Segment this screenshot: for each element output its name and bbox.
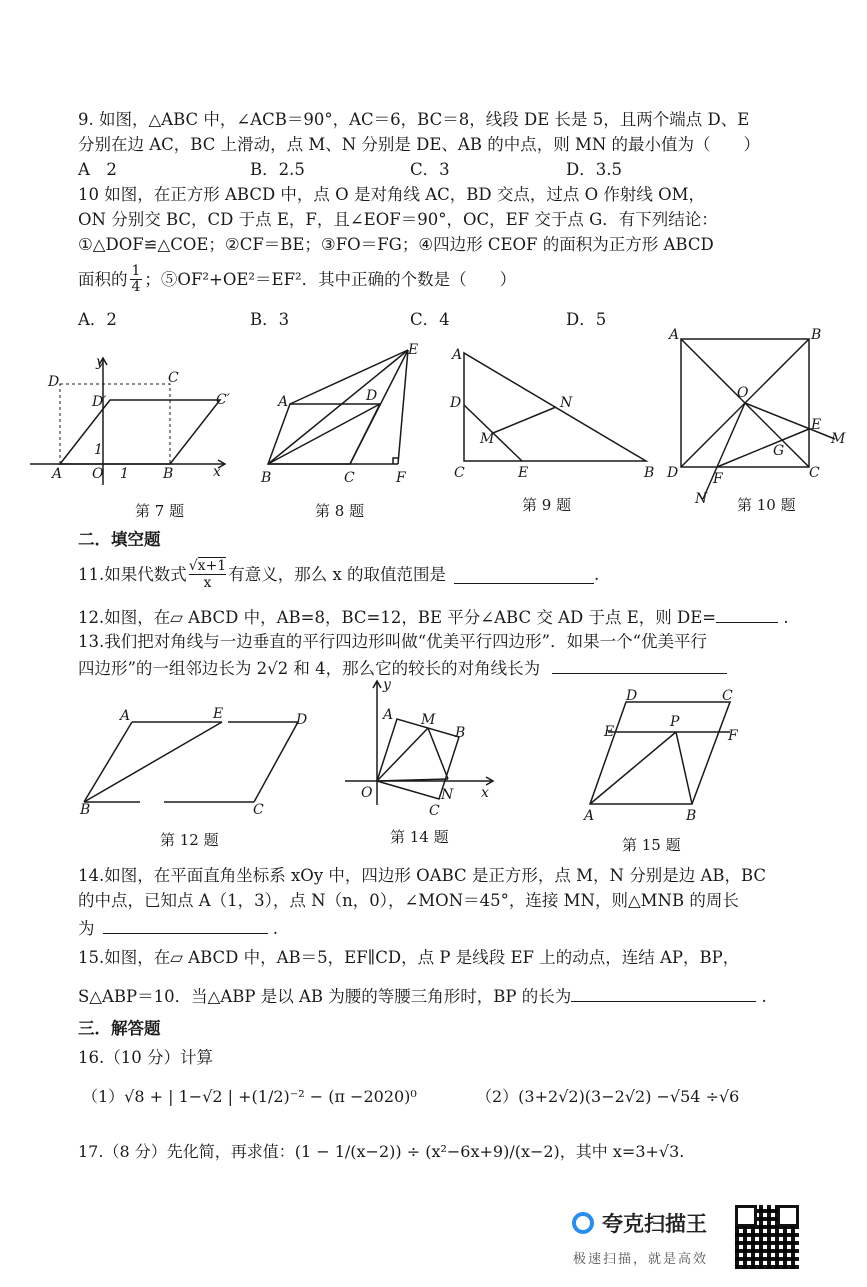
q12	[78, 604, 789, 630]
q11-prefix: 11.如果代数式	[78, 564, 187, 584]
svg-text:A: A	[669, 327, 680, 343]
q9-line2: 分别在边 AC，BC 上滑动，点 M、N 分别是 DE、AB 的中点，则 MN 的最小值为（ ）	[78, 135, 761, 154]
svg-text:C: C	[168, 370, 179, 386]
svg-text:D: D	[48, 374, 60, 390]
fraction-denominator: 4	[131, 279, 141, 295]
q11-suffix: 有意义，那么 x 的取值范围是	[228, 564, 447, 584]
svg-text:E: E	[811, 417, 822, 433]
svg-text:A: A	[584, 808, 595, 824]
q12-answer-blank[interactable]	[716, 604, 778, 623]
caption-figure-8: 第 8 题	[315, 502, 365, 520]
q10-fraction	[130, 264, 143, 295]
svg-text:A: A	[452, 347, 463, 363]
q16-title: 16.（10 分）计算	[78, 1048, 213, 1067]
caption-figure-7: 第 7 题	[135, 502, 185, 520]
svg-text:B: B	[455, 725, 466, 741]
svg-text:E: E	[518, 465, 529, 481]
q10-line4-pre: 面积的	[78, 269, 128, 289]
figure-9	[448, 345, 658, 485]
fraction-numerator: 1	[131, 263, 141, 279]
scanner-brand	[572, 1208, 707, 1238]
q10-line2: ON 分别交 BC，CD 于点 E，F，且∠EOF＝90°，OC，EF 交于点 G．有下列结论：	[78, 210, 718, 229]
figure-12	[70, 700, 320, 820]
q15-answer-blank[interactable]	[571, 983, 756, 1002]
svg-text:M: M	[831, 431, 846, 447]
svg-text:C: C	[253, 802, 264, 818]
svg-text:B: B	[811, 327, 822, 343]
svg-text:F: F	[713, 471, 723, 487]
svg-text:N: N	[695, 491, 708, 507]
q13-answer-blank[interactable]	[552, 655, 727, 674]
q10-line4-post: ；⑤OF²+OE²＝EF²．其中正确的个数是（ ）	[144, 269, 517, 289]
svg-text:C: C	[454, 465, 465, 481]
q14-line1: 14.如图，在平面直角坐标系 xOy 中，四边形 OABC 是正方形，点 M，N 分别是边 AB，BC	[78, 866, 767, 885]
svg-text:O: O	[361, 785, 373, 801]
q16-part2: （2）(3+2√2)(3−2√2) −√54 ÷√6	[476, 1087, 740, 1106]
q14-answer-blank[interactable]	[103, 915, 268, 934]
q15-line2	[78, 983, 767, 1009]
section-fill-in-title: 二．填空题	[78, 530, 161, 549]
figure-14	[345, 675, 500, 820]
q11-denominator: x	[203, 575, 212, 591]
svg-text:E: E	[213, 706, 224, 722]
svg-text:D: D	[667, 465, 679, 481]
svg-text:N: N	[441, 787, 454, 803]
svg-text:D: D	[450, 395, 462, 411]
q10-option-d: D．5	[566, 310, 607, 329]
caption-figure-12: 第 12 题	[160, 831, 219, 849]
q17: 17.（8 分）先化简，再求值：(1 − 1/(x−2)) ÷ (x²−6x+9)/(x−2)，其中 x=3+√3.	[78, 1142, 685, 1161]
svg-text:E: E	[604, 724, 615, 740]
brand-logo-icon	[572, 1212, 594, 1234]
q13-line1: 13.我们把对角线与一边垂直的平行四边形叫做“优美平行四边形”．如果一个“优美平行	[78, 632, 708, 651]
q13-line2-text: 四边形”的一组邻边长为 2√2 和 4，那么它的较长的对角线长为	[78, 659, 541, 678]
svg-text:B: B	[686, 808, 697, 824]
q11-answer-blank[interactable]	[454, 565, 594, 584]
q10-option-a: A．2	[78, 310, 117, 329]
svg-text:F: F	[728, 728, 738, 744]
svg-text:1: 1	[94, 442, 103, 458]
svg-text:C: C	[722, 688, 733, 704]
q10-line4	[78, 264, 516, 295]
svg-text:y: y	[96, 354, 104, 370]
svg-text:x: x	[481, 785, 489, 801]
q11-numerator: √x+1	[188, 558, 227, 574]
q10-line1: 10 如图，在正方形 ABCD 中，点 O 是对角线 AC，BD 交点，过点 O 作射线 OM，	[78, 185, 706, 204]
q15-line1: 15.如图，在▱ ABCD 中，AB＝5，EF∥CD，点 P 是线段 EF 上的动点，连结 AP，BP，	[78, 948, 740, 967]
q9-option-c: C．3	[410, 160, 450, 179]
svg-text:A: A	[120, 708, 131, 724]
svg-text:A: A	[278, 394, 289, 410]
svg-text:E: E	[408, 342, 419, 358]
svg-text:B: B	[80, 802, 91, 818]
figure-7	[30, 350, 230, 490]
svg-text:C: C	[344, 470, 355, 486]
svg-text:x: x	[213, 464, 221, 480]
q14-line2: 的中点，已知点 A（1，3），点 N（n，0），∠MON＝45°，连接 MN，则△MNB 的周长	[78, 891, 739, 910]
q9-option-a: A 2	[78, 160, 117, 179]
section-solution-title: 三．解答题	[78, 1019, 161, 1038]
figure-8	[258, 340, 433, 490]
q11-end: .	[594, 564, 600, 584]
caption-figure-14: 第 14 题	[390, 828, 449, 846]
svg-text:G: G	[773, 443, 785, 459]
figure-10	[665, 325, 850, 510]
q11	[78, 558, 599, 591]
svg-text:C: C	[809, 465, 820, 481]
svg-text:B: B	[261, 470, 272, 486]
svg-text:O: O	[737, 385, 749, 401]
svg-text:D: D	[626, 688, 638, 704]
caption-figure-15: 第 15 题	[622, 836, 681, 854]
svg-text:D: D	[296, 712, 308, 728]
q12-end: .	[783, 608, 789, 627]
svg-text:O: O	[92, 466, 104, 482]
q14-end: .	[272, 919, 278, 938]
q14-line3-pre: 为	[78, 919, 95, 938]
svg-text:P: P	[670, 714, 680, 730]
svg-text:y: y	[383, 677, 391, 693]
svg-text:C′: C′	[216, 392, 230, 408]
brand-slogan: 极速扫描，就是高效	[573, 1252, 709, 1267]
q10-option-c: C．4	[410, 310, 450, 329]
svg-text:D′: D′	[92, 394, 107, 410]
brand-name: 夸克扫描王	[602, 1212, 707, 1236]
caption-figure-10: 第 10 题	[737, 496, 796, 514]
q9-option-d: D．3.5	[566, 160, 622, 179]
svg-text:M: M	[421, 712, 436, 728]
q15-line2-text: S△ABP＝10．当△ABP 是以 AB 为腰的等腰三角形时，BP 的长为	[78, 987, 572, 1006]
q11-fraction	[189, 558, 226, 591]
q10-line3: ①△DOF≌△COE；②CF＝BE；③FO＝FG；④四边形 CEOF 的面积为正方形 ABCD	[78, 235, 714, 254]
svg-text:B: B	[163, 466, 174, 482]
caption-figure-9: 第 9 题	[522, 496, 572, 514]
q11-sqrt-content: x+1	[197, 558, 227, 574]
svg-text:D: D	[366, 388, 378, 404]
svg-text:C: C	[429, 803, 440, 819]
svg-text:1: 1	[120, 466, 129, 482]
svg-text:A: A	[383, 707, 394, 723]
svg-text:N: N	[560, 395, 573, 411]
q15-end: .	[761, 987, 767, 1006]
q12-text: 12.如图，在▱ ABCD 中，AB=8，BC=12，BE 平分∠ABC 交 AD 于点 E，则 DE=	[78, 608, 717, 627]
svg-text:M: M	[480, 431, 495, 447]
svg-text:B: B	[644, 465, 655, 481]
q9-line1: 9. 如图，△ABC 中，∠ACB＝90°，AC＝6，BC＝8，线段 DE 长是 5，且两个端点 D、E	[78, 110, 750, 129]
svg-text:F: F	[396, 470, 406, 486]
q10-option-b: B．3	[250, 310, 290, 329]
q14-line3	[78, 915, 278, 941]
qr-code-icon	[735, 1205, 799, 1269]
figure-15	[580, 680, 750, 830]
svg-text:A: A	[52, 466, 63, 482]
q9-option-b: B．2.5	[250, 160, 305, 179]
q16-part1: （1）√8 + | 1−√2 | +(1/2)⁻² − (π −2020)⁰	[82, 1087, 417, 1106]
